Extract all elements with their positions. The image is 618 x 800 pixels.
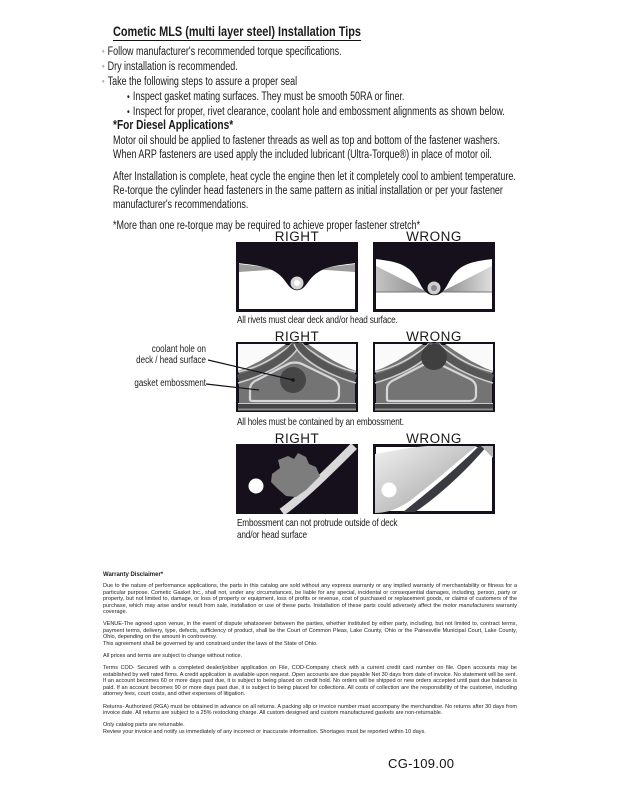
legal-paragraph [103,722,517,735]
legal-heading: Warranty Disclaimer* [103,572,164,578]
diagram-rivet-wrong [373,242,495,312]
dot-bullet-icon: • [127,92,130,103]
list-item [102,76,611,91]
caption-row2: All holes must be contained by an embossment. [237,416,404,428]
legal-text: Review your invoice and notify us immediately of any incorrect or inaccurate information. Shortages must be reported within 10 days. [103,728,426,735]
diagram-embossment-right [236,342,358,412]
legal-text: VENUE-The agreed upon venue, in the event of dispute whatsoever between the parties, whether instituted by either party, including, but not limited to, contract terms, payment terms, delivery, type, defects, sufficiency of product, shall be the Court of Common Pleas, Lake County, Ohio or the Painesville Municipal Court, Lake County, Ohio, depending on the amount in controversy. [103,621,517,641]
diesel-note: *More than one re-torque may be required to achieve proper fastener stretch* [113,220,421,232]
diesel-paragraph-1: Motor oil should be applied to fastener threads as well as top and bottom of the fastener washers. When ARP fasteners are used apply the included lubricant (Ultra-Torque®) in place of motor oil. [113,135,500,161]
tip-text: Dry installation is recommended. [107,61,238,73]
diagram-embossment-wrong [373,342,495,412]
page-title [113,23,431,41]
dot-bullet-icon: • [127,107,130,118]
circle-bullet-icon: ◦ [102,76,105,86]
legal-text: This agreement shall be governed by and construed under the laws of the State of Ohio. [103,640,318,647]
legal-text: Only catalog parts are returnable. [103,722,185,729]
annotation-coolant-hole: coolant hole on deck / head surface [136,344,206,366]
wrong-label: WRONG [406,329,462,344]
annotation-gasket-embossment: gasket embossment [134,378,206,389]
legal-paragraph: Returns- Authorized (RGA) must be obtained in advance on all returns. A packing slip or invoice number must accompany the merchandise. No returns after 30 days from invoice date. All returns are subject to a 25% restocking charge. All custom designed and custom manufactured gaskets are non-returnable. [103,703,517,716]
diagram-protrusion-right [236,444,358,514]
legal-paragraph: All prices and terms are subject to change without notice. [103,653,243,660]
tip-text: Inspect for proper, rivet clearance, coolant hole and embossment alignments as shown below. [132,106,505,118]
tip-text: Take the following steps to assure a proper seal [107,76,298,88]
tips-list [102,46,611,121]
tip-text: Follow manufacturer's recommended torque specifications. [107,46,342,58]
legal-section [103,572,517,741]
circle-bullet-icon: ◦ [102,46,105,56]
list-item [102,61,611,76]
circle-bullet-icon: ◦ [102,61,105,71]
legal-paragraph [103,621,517,647]
right-label: RIGHT [274,329,320,344]
tip-text: Inspect gasket mating surfaces. They must be smooth 50RA or finer. [132,91,405,103]
caption-row1: All rivets must clear deck and/or head surface. [237,314,398,326]
right-label: RIGHT [274,229,320,244]
diesel-heading: *For Diesel Applications* [113,117,234,132]
diagram-rivet-right [236,242,358,312]
wrong-label: WRONG [406,431,462,446]
list-item [102,91,611,106]
diagram-protrusion-wrong [373,444,495,514]
wrong-label: WRONG [406,229,462,244]
legal-paragraph: Terms COD- Secured with a completed dealer/jobber application on File, COD-Company check with a current credit card number on file. Open accounts may be established by well rated firms. A credit application is available upon request. Open accounts are due payable Net 30 days from date of invoice. No statement will be sent. If an account becomes 60 or more days past due, it is subject to being placed on credit hold. No orders will be shipped or new orders accepted until past due balance is paid. If an account becomes 90 or more days past due, it is subject to being placed for collections. All costs of collection are the responsibility of the customer, including attorney fees, court costs, and other expenses of litigation. [103,665,517,698]
page-title-text: Cometic MLS (multi layer steel) Installation Tips [113,23,361,39]
page-code: CG-109.00 [388,756,455,771]
caption-row3: Embossment can not protrude outside of deck and/or head surface [237,517,398,541]
list-item [102,46,611,61]
diesel-paragraph-2: After Installation is complete, heat cycle the engine then let it completely cool to ambient temperature. Re-torque the cylinder head fasteners in the same pattern as initial installation or per your fastener manufacturer's recommendations. [113,171,516,211]
right-label: RIGHT [274,431,320,446]
legal-paragraph: Due to the nature of performance applications, the parts in this catalog are sold without any express warranty or any implied warranty of merchantability or fitness for a particular purpose. Cometic Gasket Inc., shall not, under any circumstances, be liable for any special, incidental or consequential damages, including, person, party or property, but not limited to, damage, or loss of property or equipment, loss of profits or revenue, cost of purchased or replacement goods, or claims of customers of the purchase, which may arise and/or result from sale, installation or use of these parts. Installation of these parts could adversely affect the motor manufacturers warranty coverage. [103,583,517,616]
